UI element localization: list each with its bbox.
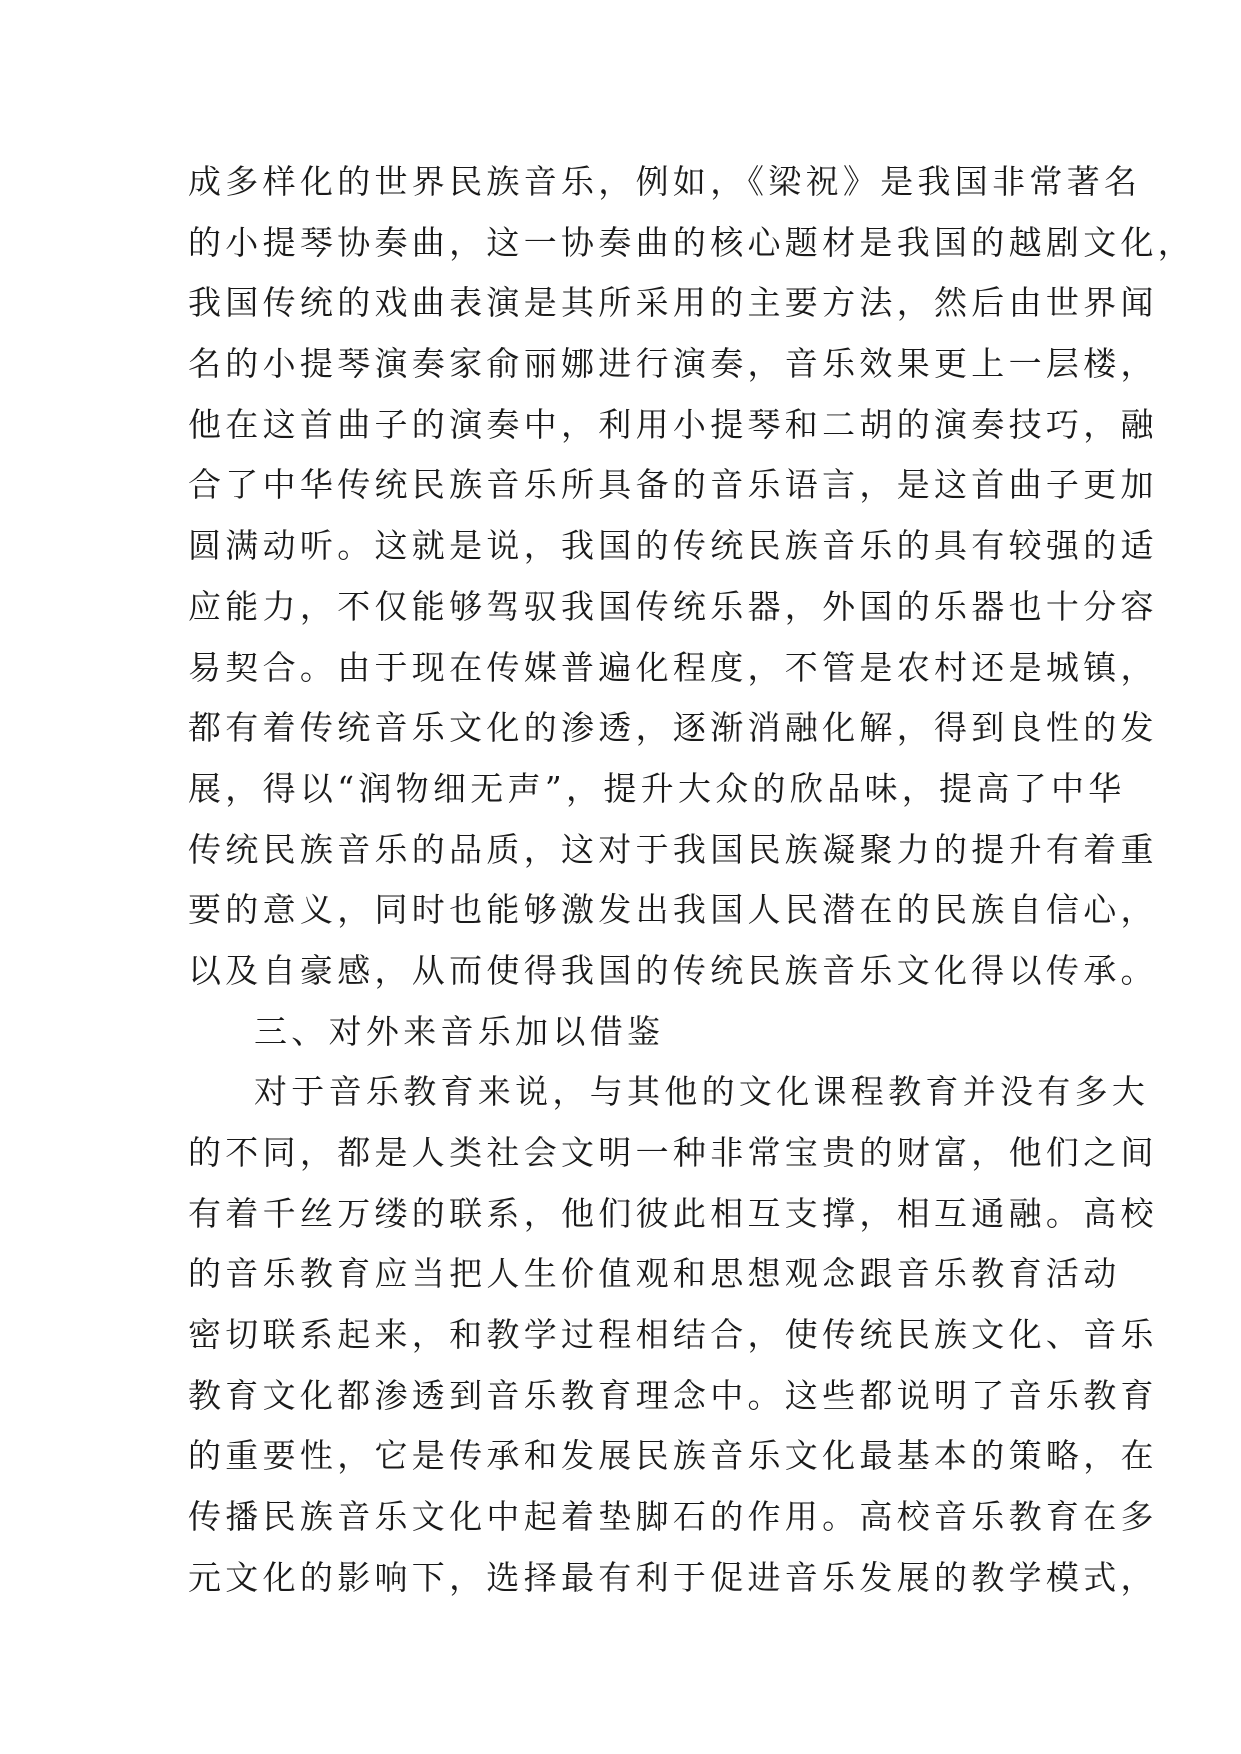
section-heading: 三、对外来音乐加以借鉴: [254, 1011, 665, 1051]
text-line: 都有着传统音乐文化的渗透，逐渐消融化解，得到良性的发: [188, 708, 1158, 748]
text-line: 易契合。由于现在传媒普遍化程度，不管是农村还是城镇，: [188, 647, 1158, 687]
text-line: 他在这首曲子的演奏中，利用小提琴和二胡的演奏技巧，融: [188, 404, 1158, 444]
text-line: 有着千丝万缕的联系，他们彼此相互支撑，相互通融。高校: [188, 1193, 1158, 1233]
text-line: 的小提琴协奏曲，这一协奏曲的核心题材是我国的越剧文化，: [188, 222, 1196, 262]
text-line: 的音乐教育应当把人生价值观和思想观念跟音乐教育活动: [188, 1254, 1121, 1294]
text-line: 要的意义，同时也能够激发出我国人民潜在的民族自信心，: [188, 890, 1158, 930]
text-line: 的不同，都是人类社会文明一种非常宝贵的财富，他们之间: [188, 1133, 1158, 1172]
text-line: 成多样化的世界民族音乐，例如，《梁祝》是我国非常著名: [188, 162, 1142, 201]
text-line: 应能力，不仅能够驾驭我国传统乐器，外国的乐器也十分容: [188, 586, 1158, 626]
text-line: 以及自豪感，从而使得我国的传统民族音乐文化得以传承。: [188, 950, 1158, 990]
text-line: 密切联系起来，和教学过程相结合，使传统民族文化、音乐: [188, 1315, 1158, 1355]
body-text: [188, 152, 1196, 1609]
text-line: 名的小提琴演奏家俞丽娜进行演奏，音乐效果更上一层楼，: [188, 344, 1158, 384]
text-line: 圆满动听。这就是说，我国的传统民族音乐的具有较强的适: [188, 526, 1158, 566]
text-line: 展，得以“润物细无声”，提升大众的欣品味，提高了中华: [188, 768, 1126, 808]
text-line: 教育文化都渗透到音乐教育理念中。这些都说明了音乐教育: [188, 1375, 1158, 1415]
text-line: 元文化的影响下，选择最有利于促进音乐发展的教学模式，: [188, 1557, 1158, 1597]
text-line: 合了中华传统民族音乐所具备的音乐语言，是这首曲子更加: [188, 465, 1158, 505]
text-line: 我国传统的戏曲表演是其所采用的主要方法，然后由世界闻: [188, 283, 1158, 323]
text-line: 传播民族音乐文化中起着垫脚石的作用。高校音乐教育在多: [188, 1497, 1158, 1537]
text-line: 传统民族音乐的品质，这对于我国民族凝聚力的提升有着重: [188, 829, 1158, 869]
text-line: 的重要性，它是传承和发展民族音乐文化最基本的策略，在: [188, 1436, 1158, 1476]
text-line: 对于音乐教育来说，与其他的文化课程教育并没有多大: [254, 1072, 1150, 1112]
